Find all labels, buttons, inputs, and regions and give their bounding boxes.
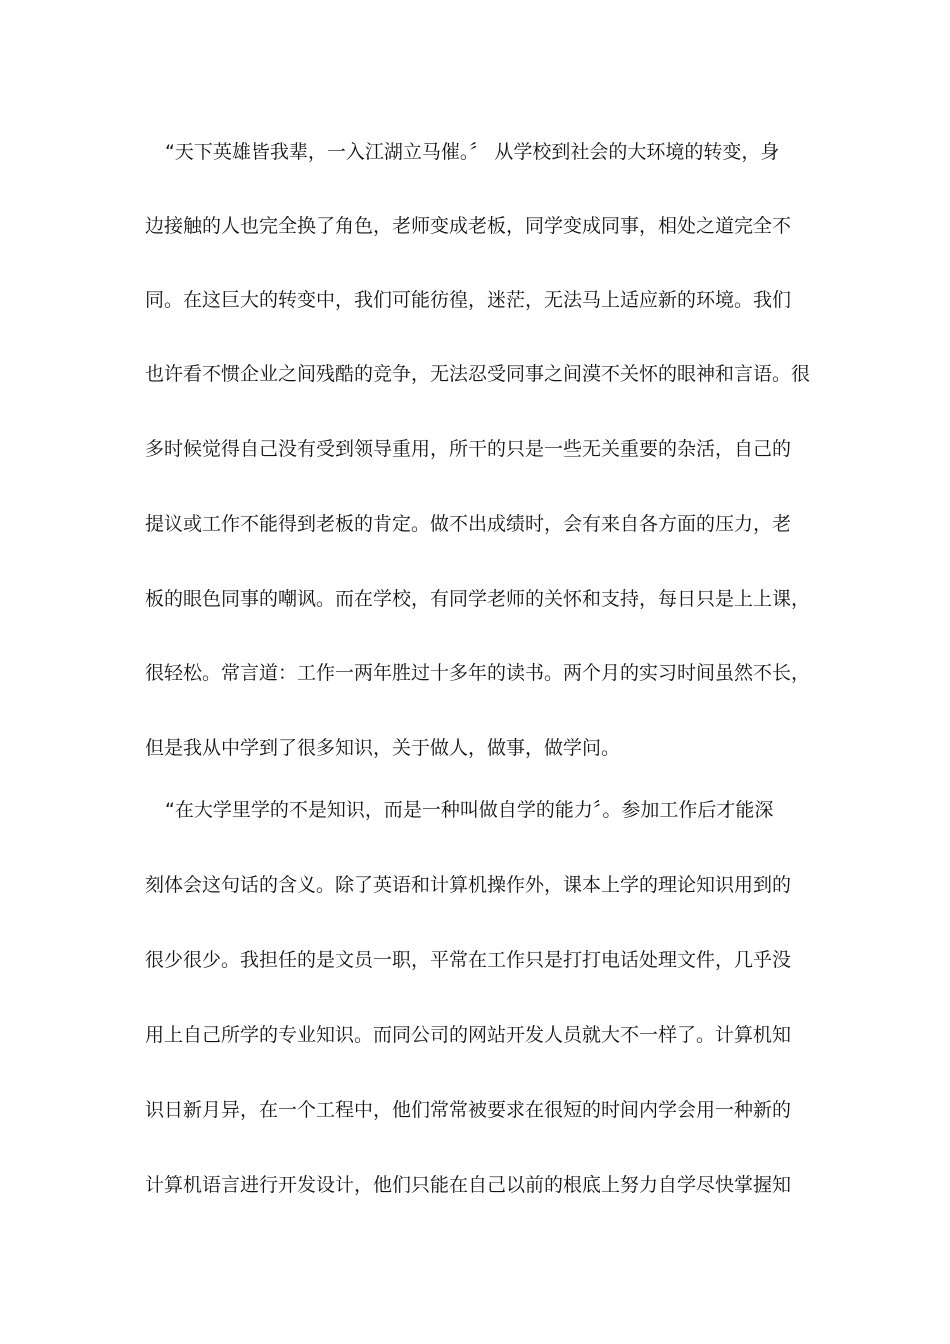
- text-line: 但是我从中学到了很多知识，关于做人，做事，做学问。: [145, 737, 621, 759]
- text-line: 很轻松。常言道：工作一两年胜过十多年的读书。两个月的实习时间虽然不长，: [145, 662, 810, 684]
- text-line: 边接触的人也完全换了角色，老师变成老板，同学变成同事，相处之道完全不: [145, 215, 792, 237]
- text-line: 用上自己所学的专业知识。而同公司的网站开发人员就大不一样了。计算机知: [145, 1024, 792, 1046]
- text-line: 多时候觉得自己没有受到领导重用，所干的只是一些无关重要的杂活，自己的: [145, 438, 792, 460]
- text-line: 计算机语言进行开发设计，他们只能在自己以前的根底上努力自学尽快掌握知: [145, 1174, 792, 1196]
- text-line: 刻体会这句话的含义。除了英语和计算机操作外，课本上学的理论知识用到的: [145, 874, 792, 896]
- text-line: “在大学里学的不是知识，而是一种叫做自学的能力〞。参加工作后才能深: [165, 799, 774, 821]
- text-line: 板的眼色同事的嘲讽。而在学校，有同学老师的关怀和支持，每日只是上上课，: [145, 588, 810, 610]
- text-line: 很少很少。我担任的是文员一职，平常在工作只是打打电话处理文件，几乎没: [145, 949, 792, 971]
- text-line: 也许看不惯企业之间残酷的竞争，无法忍受同事之间漠不关怀的眼神和言语。很: [145, 363, 810, 385]
- text-line: “天下英雄皆我辈，一入江湖立马催。〞 从学校到社会的大环境的转变，身: [165, 141, 780, 163]
- text-line: 提议或工作不能得到老板的肯定。做不出成绩时，会有来自各方面的压力，老: [145, 513, 792, 535]
- text-line: 同。在这巨大的转变中，我们可能彷徨，迷茫，无法马上适应新的环境。我们: [145, 289, 792, 311]
- text-line: 识日新月异，在一个工程中，他们常常被要求在很短的时间内学会用一种新的: [145, 1099, 792, 1121]
